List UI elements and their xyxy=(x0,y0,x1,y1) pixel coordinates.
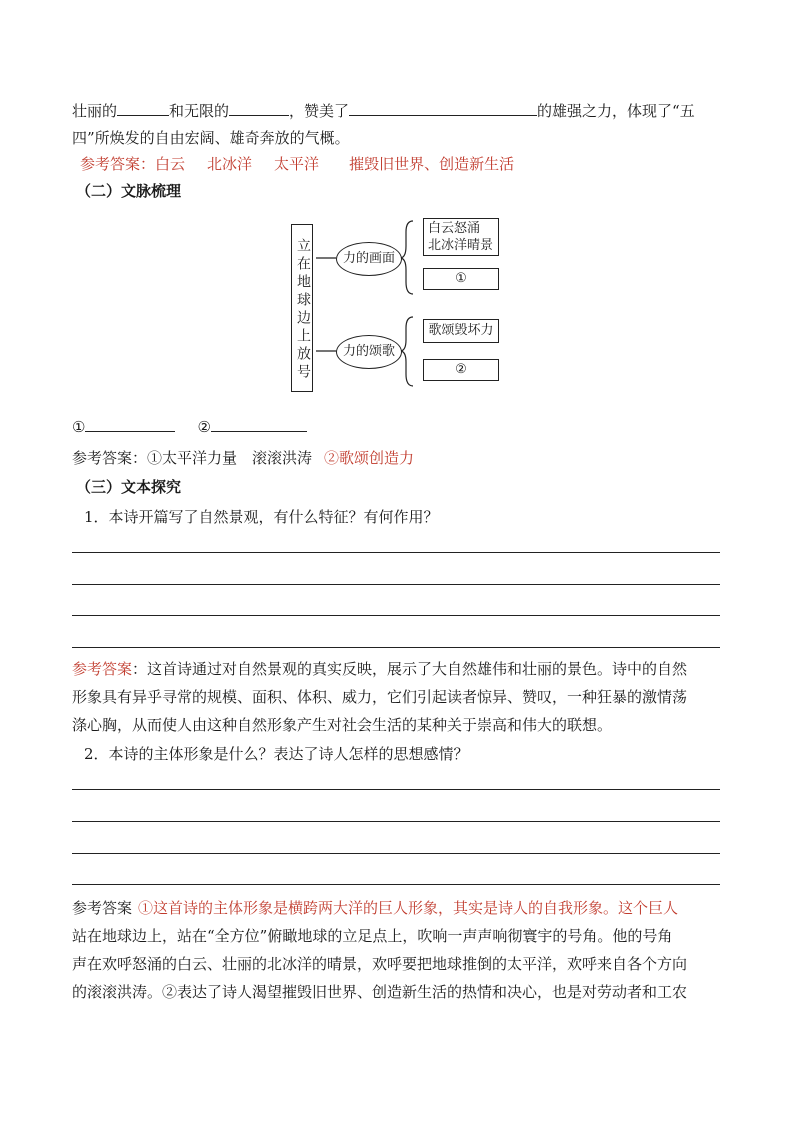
section-2-heading: （二）文脉梳理 xyxy=(76,182,182,200)
answer-item: 白云 xyxy=(155,155,186,173)
intro-text-4: 的雄强之力，体现了“五 xyxy=(537,102,695,120)
structure-diagram xyxy=(288,218,518,400)
blank-answer-2[interactable] xyxy=(211,416,307,432)
answer-text-red: ①这首诗的主体形象是横跨两大洋的巨人形象，其实是诗人的自我形象。这个巨人 xyxy=(138,899,679,917)
answer-item: 摧毁旧世界、创造新生活 xyxy=(349,155,515,173)
writing-line[interactable] xyxy=(72,789,720,790)
answer-label: 参考答案： xyxy=(80,155,156,173)
writing-line[interactable] xyxy=(72,821,720,822)
blank-1[interactable] xyxy=(117,100,169,116)
writing-line[interactable] xyxy=(72,884,720,885)
question-2: 2．本诗的主体形象是什么？表达了诗人怎样的思想感情？ xyxy=(84,745,469,763)
answer-3-line-3: 涤心胸，从而使人由这种自然形象产生对社会生活的某种关于崇高和伟大的联想。 xyxy=(72,716,613,734)
diagram-box-4: ② xyxy=(423,359,499,381)
answer-4-line-4: 的滚滚洪涛。②表达了诗人渴望摧毁旧世界、创造新生活的热情和决心，也是对劳动者和工农 xyxy=(72,983,688,1001)
intro-line-1 xyxy=(72,100,695,121)
answer-label: 参考答案 xyxy=(72,660,133,678)
intro-text-2: 和无限的 xyxy=(169,102,230,120)
blank-label-1: ① xyxy=(72,418,86,436)
answer-label: 参考答案 xyxy=(72,899,133,917)
diagram-box-1: 白云怒涌 北冰洋晴景 xyxy=(423,218,499,256)
diagram-branch-1: 力的画面 xyxy=(336,242,402,276)
blank-3[interactable] xyxy=(349,100,537,116)
answer-4-line-3: 声在欢呼怒涌的白云、壮丽的北冰洋的晴景，欢呼要把地球推倒的太平洋，欢呼来自各个方向 xyxy=(72,955,688,973)
writing-line[interactable] xyxy=(72,853,720,854)
answer-3-line-2: 形象具有异乎寻常的规模、面积、体积、威力，它们引起读者惊异、赞叹，一种狂暴的激情荡 xyxy=(72,688,688,706)
diagram-root: 立在地球边上放号 xyxy=(291,224,313,392)
intro-text-1: 壮丽的 xyxy=(72,102,118,120)
answer-3-line-1 xyxy=(72,658,687,679)
diagram-branch-2: 力的颂歌 xyxy=(336,335,402,369)
answer-4-line-1 xyxy=(72,897,678,918)
writing-line[interactable] xyxy=(72,584,720,585)
writing-line[interactable] xyxy=(72,647,720,648)
answer-2 xyxy=(72,447,414,468)
blank-2[interactable] xyxy=(229,100,289,116)
answer-text: ：这首诗通过对自然景观的真实反映，展示了大自然雄伟和壮丽的景色。诗中的自然 xyxy=(132,660,688,678)
diagram-box-2: ① xyxy=(423,268,499,290)
section-3-heading: （三）文本探究 xyxy=(76,478,182,496)
intro-line-2 xyxy=(72,127,350,148)
answer-4-line-2: 站在地球边上，站在“全方位”俯瞰地球的立足点上，吹响一声声响彻寰宇的号角。他的号角 xyxy=(72,927,673,945)
question-1: 1．本诗开篇写了自然景观，有什么特征？有何作用？ xyxy=(84,508,439,526)
diagram-blanks xyxy=(72,416,307,436)
answer-item: 太平洋 xyxy=(274,155,320,173)
answer-1 xyxy=(80,153,514,174)
writing-line[interactable] xyxy=(72,552,720,553)
writing-line[interactable] xyxy=(72,615,720,616)
answer-text: ①太平洋力量 滚滚洪涛 xyxy=(147,449,313,467)
answer-label: 参考答案： xyxy=(72,449,148,467)
answer-text-red: ②歌颂创造力 xyxy=(324,449,415,467)
diagram-box-3: 歌颂毁坏力 xyxy=(423,319,499,343)
intro-text-5: 四”所焕发的自由宏阔、雄奇奔放的气概。 xyxy=(72,129,350,147)
blank-answer-1[interactable] xyxy=(85,416,175,432)
answer-item: 北冰洋 xyxy=(207,155,253,173)
blank-label-2: ② xyxy=(197,418,211,436)
intro-text-3: ，赞美了 xyxy=(289,102,350,120)
